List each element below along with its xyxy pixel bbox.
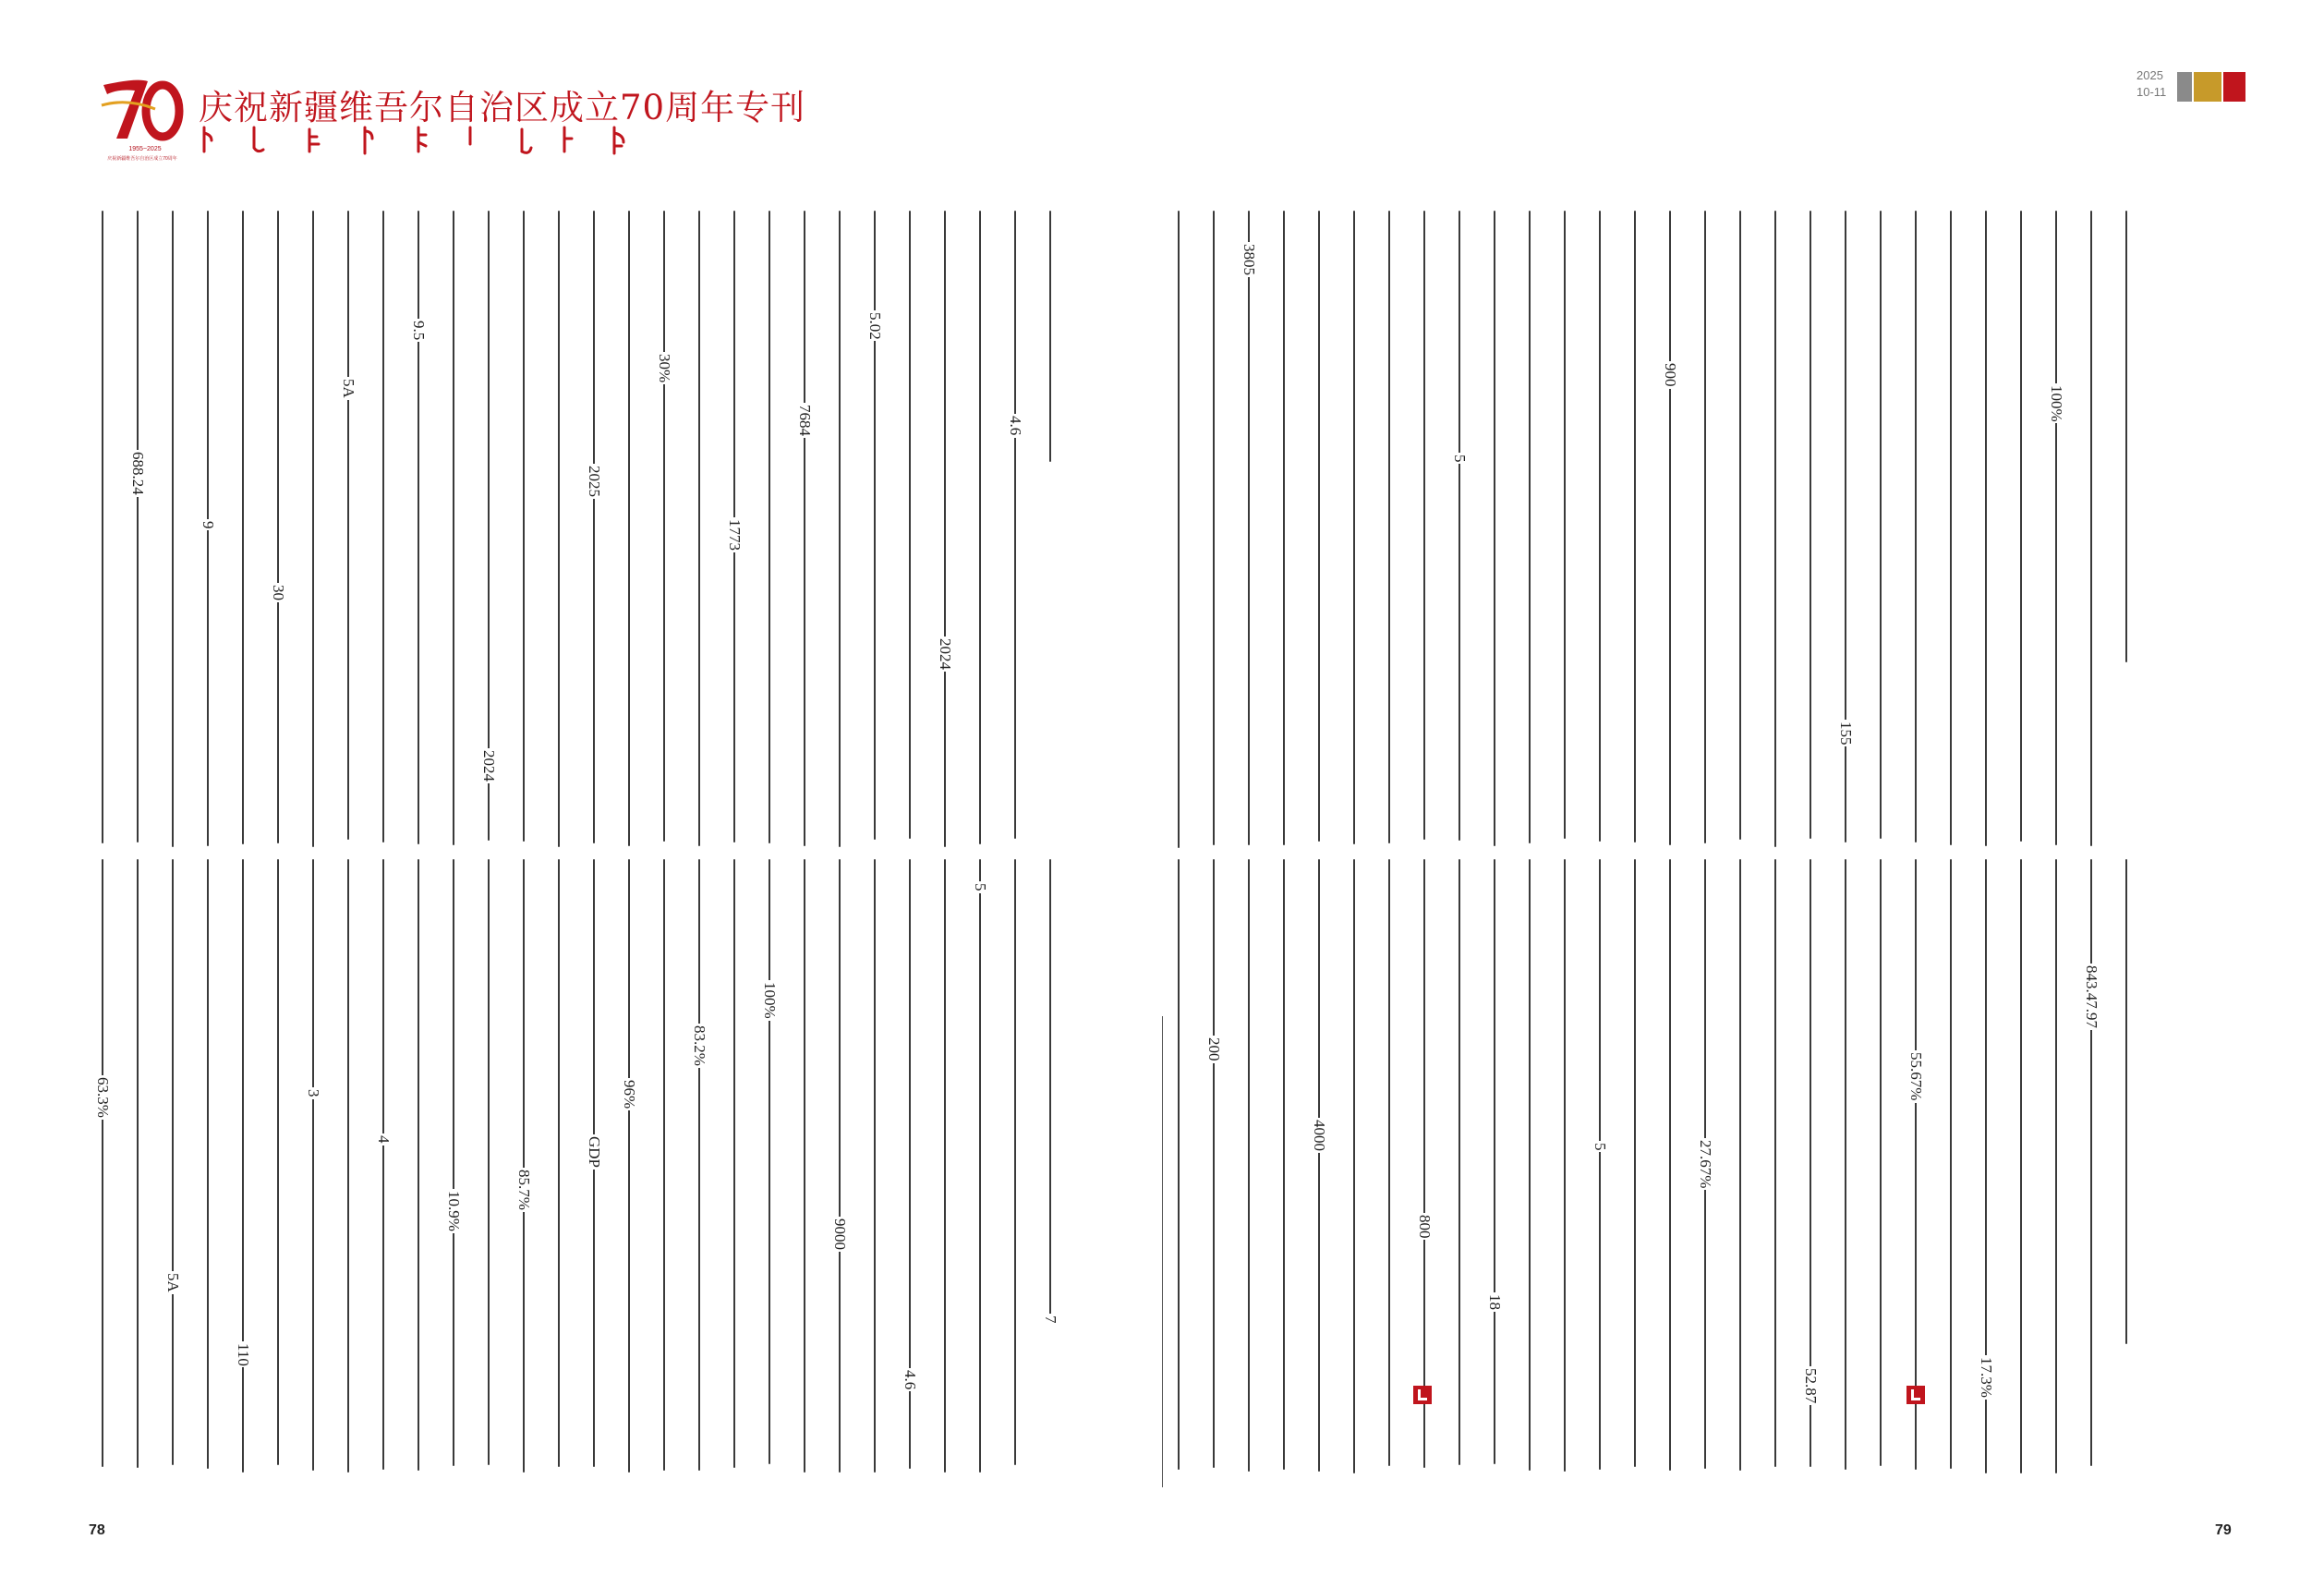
badge-gray-block — [2177, 72, 2192, 102]
inline-number: 17.3% — [1978, 1356, 1995, 1398]
issue-month: 10-11 — [2136, 85, 2167, 99]
text-column-line — [347, 211, 349, 840]
text-column-line — [1459, 211, 1460, 841]
text-column-line — [1248, 859, 1250, 1472]
text-column-line — [1774, 859, 1776, 1467]
text-column-line — [453, 211, 454, 845]
inline-number: 9 — [200, 520, 217, 529]
text-column-line — [1529, 859, 1531, 1471]
text-column-line — [1213, 211, 1215, 845]
text-column-line — [312, 211, 314, 847]
text-column-line — [488, 211, 490, 841]
text-column-line — [944, 211, 946, 847]
text-column-line — [1845, 859, 1846, 1470]
text-column-line — [1950, 211, 1952, 845]
text-column-line — [453, 859, 454, 1466]
inline-number: 1773 — [726, 518, 744, 551]
text-column-line — [1248, 211, 1250, 845]
text-column-line — [909, 211, 911, 839]
text-column-line — [1845, 211, 1846, 842]
text-column-line — [1669, 859, 1671, 1471]
inline-number: 800 — [1416, 1214, 1434, 1239]
text-column-line — [207, 859, 209, 1469]
text-column-line — [1318, 859, 1320, 1472]
inline-number: 2024 — [937, 637, 954, 670]
text-column-line — [1353, 211, 1355, 844]
column-divider — [1162, 1016, 1163, 1487]
inline-number: 100% — [761, 982, 779, 1020]
inline-number: GDP — [586, 1136, 603, 1169]
text-column-line — [663, 211, 665, 842]
text-column-line — [1049, 859, 1051, 1315]
text-column-line — [874, 859, 876, 1473]
text-column-line — [1564, 211, 1566, 839]
text-column-line — [769, 211, 770, 843]
text-column-line — [137, 211, 139, 842]
text-column-line — [1494, 859, 1495, 1464]
text-column-line — [1599, 859, 1601, 1470]
text-column-line — [1388, 211, 1390, 843]
text-column-line — [2090, 211, 2092, 846]
text-column-line — [1704, 211, 1706, 843]
inline-number: 4000 — [1311, 1119, 1328, 1151]
text-column-line — [1014, 859, 1016, 1465]
inline-number: 3805 — [1241, 244, 1258, 276]
text-column-line — [2020, 211, 2022, 842]
text-column-line — [2125, 211, 2127, 662]
text-column-line — [1178, 211, 1180, 848]
inline-number: 5 — [1592, 1142, 1609, 1151]
inline-number: 18 — [1486, 1294, 1504, 1311]
inline-number: 63.3% — [94, 1077, 112, 1119]
inline-number: 83.2% — [691, 1025, 708, 1067]
text-column-line — [769, 859, 770, 1464]
inline-number: 55.67% — [1907, 1052, 1925, 1101]
text-column-line — [1669, 211, 1671, 845]
text-column-line — [1774, 211, 1776, 847]
text-column-line — [382, 859, 384, 1470]
text-column-line — [418, 859, 419, 1471]
right-page-upper-text — [1178, 211, 2221, 848]
badge-red-block — [2223, 72, 2245, 102]
text-column-line — [1739, 859, 1741, 1471]
inline-number: 85.7% — [515, 1170, 533, 1211]
left-page-lower-text — [94, 859, 1145, 1473]
inline-number: 9000 — [831, 1218, 849, 1251]
text-column-line — [1810, 211, 1811, 839]
inline-number: 5 — [1451, 454, 1469, 463]
mongolian-subtitle-script — [199, 124, 660, 157]
text-column-line — [523, 211, 525, 842]
issue-year: 2025 — [2136, 68, 2163, 82]
text-column-line — [418, 211, 419, 844]
logo-years: 1955~2025 — [128, 146, 162, 152]
text-column-line — [698, 859, 700, 1471]
text-column-line — [1529, 211, 1531, 843]
text-column-line — [1915, 859, 1917, 1470]
text-column-line — [1283, 859, 1285, 1470]
text-column-line — [1178, 859, 1180, 1470]
text-column-line — [979, 211, 981, 844]
text-column-line — [2020, 859, 2022, 1473]
text-column-line — [2125, 859, 2127, 1344]
text-column-line — [242, 211, 244, 844]
section-bullet-icon — [1906, 1386, 1925, 1404]
inline-number: 2025 — [586, 466, 603, 498]
page-title: 庆祝新疆维吾尔自治区成立70周年专刊 — [199, 88, 806, 127]
inline-number: 96% — [621, 1079, 638, 1109]
text-column-line — [488, 859, 490, 1465]
text-column-line — [628, 211, 630, 846]
page-number-right: 79 — [2215, 1522, 2232, 1538]
inline-number: 5A — [340, 379, 357, 398]
inline-number: 900 — [1662, 363, 1679, 387]
inline-number: 52.87 — [1802, 1367, 1820, 1404]
inline-number: 27.67% — [1697, 1139, 1714, 1188]
text-column-line — [172, 859, 174, 1465]
inline-number: 843.47.97 — [2083, 964, 2100, 1028]
inline-number: 155 — [1837, 721, 1855, 746]
text-column-line — [347, 859, 349, 1473]
text-column-line — [312, 859, 314, 1471]
inline-number: 7684 — [796, 405, 814, 437]
inline-number: 9.5 — [410, 321, 428, 341]
text-column-line — [1880, 211, 1882, 839]
text-column-line — [839, 859, 841, 1473]
text-column-line — [1423, 859, 1425, 1468]
text-column-line — [1049, 211, 1051, 462]
inline-number: 5.02 — [866, 311, 884, 340]
inline-number: 100% — [2048, 384, 2065, 422]
text-column-line — [2055, 859, 2057, 1473]
text-column-line — [277, 859, 279, 1465]
text-column-line — [172, 211, 174, 847]
inline-number: 7 — [1042, 1315, 1059, 1323]
inline-number: 4 — [375, 1135, 393, 1144]
text-column-line — [523, 859, 525, 1473]
inline-number: 200 — [1205, 1037, 1223, 1061]
text-column-line — [242, 859, 244, 1473]
text-column-line — [1564, 859, 1566, 1472]
text-column-line — [1915, 211, 1917, 842]
text-column-line — [1985, 211, 1987, 846]
text-column-line — [1353, 859, 1355, 1473]
text-column-line — [628, 859, 630, 1473]
text-column-line — [663, 859, 665, 1471]
issue-badge — [2136, 68, 2247, 102]
text-column-line — [804, 859, 805, 1473]
inline-number: 4.6 — [1007, 416, 1024, 436]
text-column-line — [593, 211, 595, 843]
text-column-line — [804, 211, 805, 846]
text-column-line — [1739, 211, 1741, 840]
inline-number: 4.6 — [902, 1369, 919, 1389]
anniversary-logo — [100, 78, 185, 166]
inline-number: 10.9% — [445, 1191, 463, 1231]
badge-gold-block — [2194, 72, 2221, 102]
text-column-line — [1880, 859, 1882, 1466]
text-column-line — [1634, 859, 1636, 1467]
text-column-line — [137, 859, 139, 1468]
inline-number: 30 — [270, 584, 287, 600]
text-column-line — [277, 211, 279, 843]
inline-number: 30% — [656, 353, 673, 382]
text-column-line — [102, 859, 103, 1467]
text-column-line — [382, 211, 384, 842]
text-column-line — [1388, 859, 1390, 1466]
text-column-line — [874, 211, 876, 840]
right-page-lower-text — [1178, 859, 2221, 1473]
text-column-line — [2055, 211, 2057, 845]
text-column-line — [1599, 211, 1601, 842]
inline-number: 688.24 — [129, 451, 147, 495]
inline-number: 2024 — [480, 749, 498, 782]
text-column-line — [1318, 211, 1320, 842]
text-column-line — [2090, 859, 2092, 1466]
inline-number: 5 — [972, 883, 989, 891]
text-column-line — [1423, 211, 1425, 840]
page-number-left: 78 — [89, 1522, 105, 1538]
inline-number: 110 — [235, 1342, 252, 1366]
text-column-line — [698, 211, 700, 846]
text-column-line — [839, 211, 841, 847]
inline-number: 5A — [164, 1273, 182, 1292]
logo-70-mark — [100, 78, 185, 146]
text-column-line — [1634, 211, 1636, 842]
text-column-line — [102, 211, 103, 843]
text-column-line — [1494, 211, 1495, 846]
logo-caption: 庆祝新疆维吾尔自治区成立70周年 — [107, 156, 177, 162]
text-column-line — [1283, 211, 1285, 845]
left-page-upper-text — [102, 211, 1145, 848]
text-column-line — [733, 859, 735, 1468]
text-column-line — [1459, 859, 1460, 1465]
text-column-line — [1014, 211, 1016, 839]
text-column-line — [558, 211, 560, 847]
text-column-line — [979, 859, 981, 1473]
text-column-line — [558, 859, 560, 1467]
text-column-line — [1950, 859, 1952, 1469]
text-column-line — [1213, 859, 1215, 1468]
inline-number: 3 — [305, 1089, 322, 1097]
text-column-line — [944, 859, 946, 1473]
section-bullet-icon — [1413, 1386, 1432, 1404]
